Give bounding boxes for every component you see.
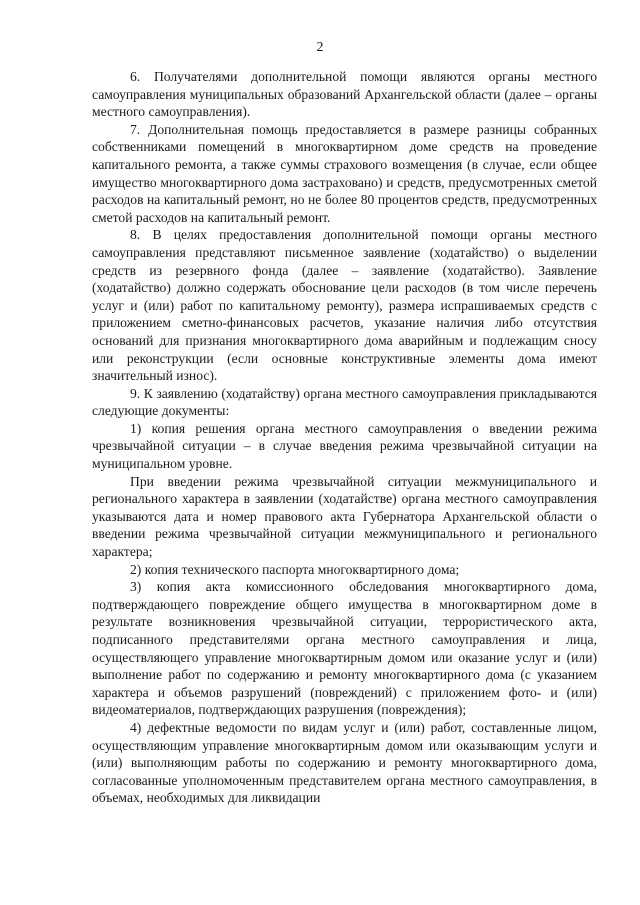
page-number: 2 <box>316 40 324 55</box>
document-body <box>92 68 597 807</box>
paragraph-9-item-3: 3) копия акта комиссионного обследования многоквартирного дома, подтверждающего повреждение общего имущества в многоквартирном доме в результате возникновения чрезвычайной ситуации, террористического акта, подписанного представителями органа местного самоуправления и лица, осуществляющего управление многоквартирным домом или оказание услуг и (или) выполнение работ по содержанию и ремонту многоквартирного дома (с указанием характера и объемов разрушений (повреждений) с приложением фото- и (или) видеоматериалов, подтверждающих разрушения (повреждения); <box>92 579 597 718</box>
paragraph-9-item-1: 1) копия решения органа местного самоуправления о введении режима чрезвычайной ситуации – в случае введения режима чрезвычайной ситуации на муниципальном уровне. <box>92 420 597 472</box>
paragraph-8: 8. В целях предоставления дополнительной помощи органы местного самоуправления представляют письменное заявление (ходатайство) о выделении средств из резервного фонда (далее – заявление (ходатайство). Заявление (ходатайство) должно содержать обоснование цели расходов (в том числе перечень услуг и (или) работ по капитальному ремонту), размера испрашиваемых средств с приложением сметно-финансовых расчетов, указание наличия либо отсутствия оснований для признания многоквартирного дома аварийным и подлежащим сносу или реконструкции (если основные конструктивные элементы дома имеют значительный износ). <box>92 227 597 384</box>
paragraph-9-item-2: 2) копия технического паспорта многоквартирного дома; <box>130 561 460 577</box>
paragraph-6: 6. Получателями дополнительной помощи являются органы местного самоуправления муниципальных образований Архангельской области (далее – органы местного самоуправления). <box>92 69 597 120</box>
paragraph-9: 9. К заявлению (ходатайству) органа местного самоуправления прикладываются следующие документы: <box>92 385 597 419</box>
paragraph-7: 7. Дополнительная помощь предоставляется в размере разницы собранных собственниками помещений в многоквартирном доме средств на проведение капитального ремонта, а также суммы страхового возмещения (в случае, если общее имущество многоквартирного дома застраховано) и средств, предусмотренных сметой расходов на капитальный ремонт, но не более 80 процентов средств, предусмотренных сметой расходов на капитальный ремонт. <box>92 121 597 225</box>
paragraph-9-item-1-note: При введении режима чрезвычайной ситуации межмуниципального и регионального характера в заявлении (ходатайстве) органа местного самоуправления указываются дата и номер правового акта Губернатора Архангельской области о введении режима чрезвычайной ситуации межмуниципального и регионального характера; <box>92 473 597 560</box>
paragraph-9-item-4: 4) дефектные ведомости по видам услуг и (или) работ, составленные лицом, осуществляющим управление многоквартирным домом или оказывающим услуги и (или) выполняющим работы по содержанию и ремонту многоквартирного дома, согласованные уполномоченным представителем органа местного самоуправления, в объемах, необходимых для ликвидации <box>92 719 597 806</box>
